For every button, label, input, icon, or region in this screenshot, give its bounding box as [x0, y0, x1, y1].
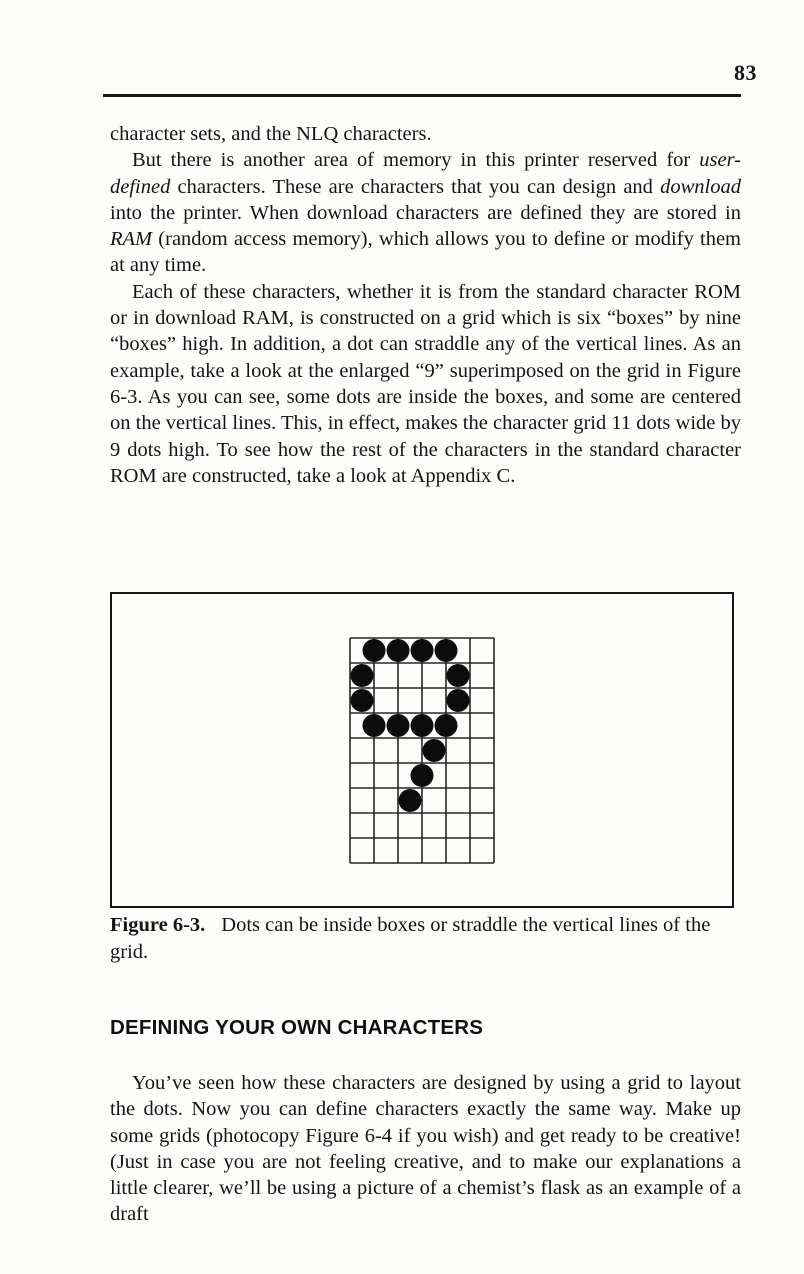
paragraph: You’ve seen how these characters are designed by using a grid to layout the dots. Now you can define characters exactly the same way. Make up some grids (photocopy Figure 6-4 if you wish) and get ready to be creative! (Just in case you are not feeling creative, and to make our explanations a little clearer, we’ll be using a picture of a chemist’s flask as an example of a draft	[110, 1072, 741, 1226]
grid-dot	[351, 689, 374, 712]
figure-caption	[110, 912, 741, 965]
figure-caption-body: Dots can be inside boxes or straddle the vertical lines of the grid.	[110, 914, 711, 963]
grid-dot	[447, 689, 470, 712]
grid-dot	[447, 664, 470, 687]
grid-dot	[387, 714, 410, 737]
grid-dot	[363, 639, 386, 662]
section-heading: DEFINING YOUR OWN CHARACTERS	[110, 1016, 484, 1039]
body-text	[110, 121, 741, 489]
grid-dot	[411, 714, 434, 737]
grid-dot	[387, 639, 410, 662]
paragraph: Each of these characters, whether it is from the standard character ROM or in download RAM, is constructed on a grid which is six “boxes” by nine “boxes” high. In addition, a dot can straddle any of the vertical lines. As an example, take a look at the enlarged “9” superimposed on the grid in Figure 6-3. As you can see, some dots are inside the boxes, and some are centered on the vertical lines. This, in effect, makes the character grid 11 dots wide by 9 dots high. To see how the rest of the characters in the standard character ROM are constructed, take a look at Appendix C.	[110, 280, 741, 487]
character-grid	[349, 637, 495, 864]
figure-6-3-box	[110, 592, 734, 908]
grid-dot	[435, 714, 458, 737]
grid-dot	[435, 639, 458, 662]
grid-dot	[411, 639, 434, 662]
grid-dot	[363, 714, 386, 737]
paragraph: But there is another area of memory in this printer reserved for user-defined characters. These are characters that you can design and download into the printer. When download characters are defined they are stored in RAM (random access memory), which allows you to define or modify them at any time.	[110, 149, 741, 277]
page-number: 83	[734, 60, 757, 85]
paragraph: character sets, and the NLQ characters.	[110, 123, 432, 145]
grid-dot	[411, 764, 434, 787]
figure-caption-text	[110, 912, 741, 965]
figure-caption-label: Figure 6-3.	[110, 914, 206, 936]
grid-dot	[351, 664, 374, 687]
body-text-2	[110, 1070, 741, 1228]
grid-dot	[399, 789, 422, 812]
grid-dot	[423, 739, 446, 762]
header-rule	[103, 94, 741, 97]
